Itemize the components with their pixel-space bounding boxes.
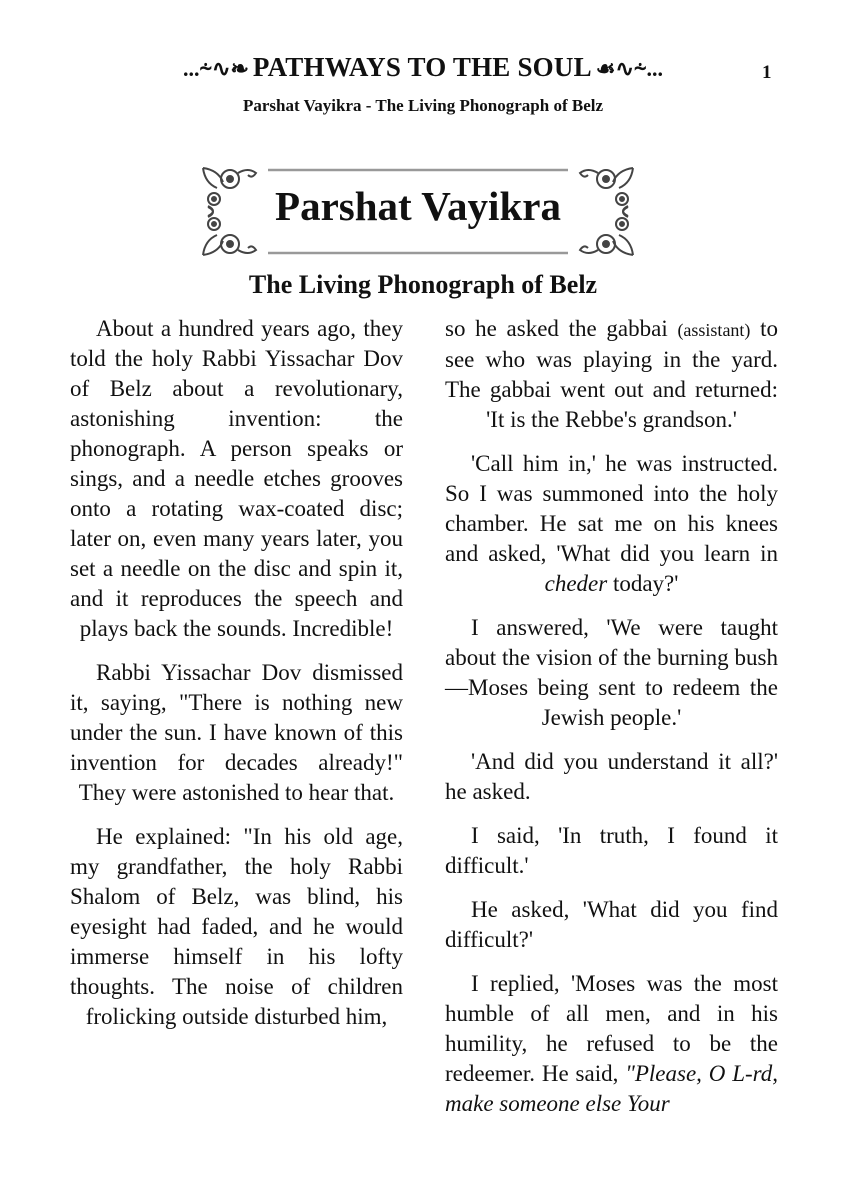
paragraph-text: He asked, 'What did you find difficult?' [445, 897, 778, 952]
paragraph [445, 969, 778, 1119]
running-subhead: Parshat Vayikra - The Living Phonograph of Belz [242, 96, 604, 115]
paragraph-text: I answered, 'We were taught about the vision of the burning bush—Moses being sent to redeem the Jewish people.' [445, 615, 778, 730]
ornament-left-icon: ...⸞∿❧ [182, 56, 249, 81]
paragraph-text: Rabbi Yissachar Dov dismissed it, saying, "There is nothing new under the sun. I have known of this invention for decades already!" They were astonished to hear that. [70, 660, 403, 805]
italic-text: cheder [544, 571, 608, 596]
main-title: Parshat Vayikra [275, 183, 561, 229]
paragraph [70, 658, 403, 808]
paragraph-text: 'And did you understand it all?' he asked. [445, 749, 778, 804]
paragraph [445, 314, 778, 435]
paragraph-text: 'Call him in,' he was instructed. So I was summoned into the holy chamber. He sat me on his knees and asked, 'What did you learn in [445, 451, 778, 566]
paragraph [445, 895, 778, 955]
page-number: 1 [762, 62, 772, 83]
paragraph [70, 822, 403, 1032]
paragraph-text: so he asked the gabbai [445, 316, 678, 341]
right-column [445, 314, 778, 1133]
ornament-right-icon: ☙∿⸞... [595, 56, 664, 81]
paragraph [445, 613, 778, 733]
paragraph [445, 747, 778, 807]
paragraph-text: He explained: "In his old age, my grandfather, the holy Rabbi Shalom of Belz, was blind, his eyesight had faded, and he would immerse himself in his lofty thoughts. The noise of children frolicking outside disturbed him, [70, 824, 403, 1029]
paragraph [445, 821, 778, 881]
paragraph-text: I said, 'In truth, I found it difficult.' [445, 823, 778, 878]
running-title: PATHWAYS TO THE SOUL [252, 52, 592, 82]
small-text: (assistant) [677, 320, 751, 340]
paragraph-text: to see who was playing in the yard. The gabbai went out and returned: 'It is the Rebbe's grandson.' [445, 316, 779, 432]
left-column [70, 314, 403, 1046]
italic-text: "Please, O L-rd, make someone else Your [445, 1061, 778, 1116]
paragraph [445, 449, 778, 599]
paragraph-text: I replied, 'Moses was the most humble of all men, and in his humility, he refused to be the redeemer. He said, [445, 971, 778, 1086]
paragraph-text: About a hundred years ago, they told the holy Rabbi Yissachar Dov of Belz about a revolutionary, astonishing invention: the phonograph. A person speaks or sings, and a needle etches grooves onto a rotating wax-coated disc; later on, even many years later, you set a needle on the disc and spin it, and it reproduces the speech and plays back the sounds. Incredible! [70, 316, 403, 641]
paragraph [70, 314, 403, 644]
running-header [0, 52, 846, 83]
paragraph-text: today?' [607, 571, 679, 596]
article-title: The Living Phonograph of Belz [248, 270, 598, 299]
